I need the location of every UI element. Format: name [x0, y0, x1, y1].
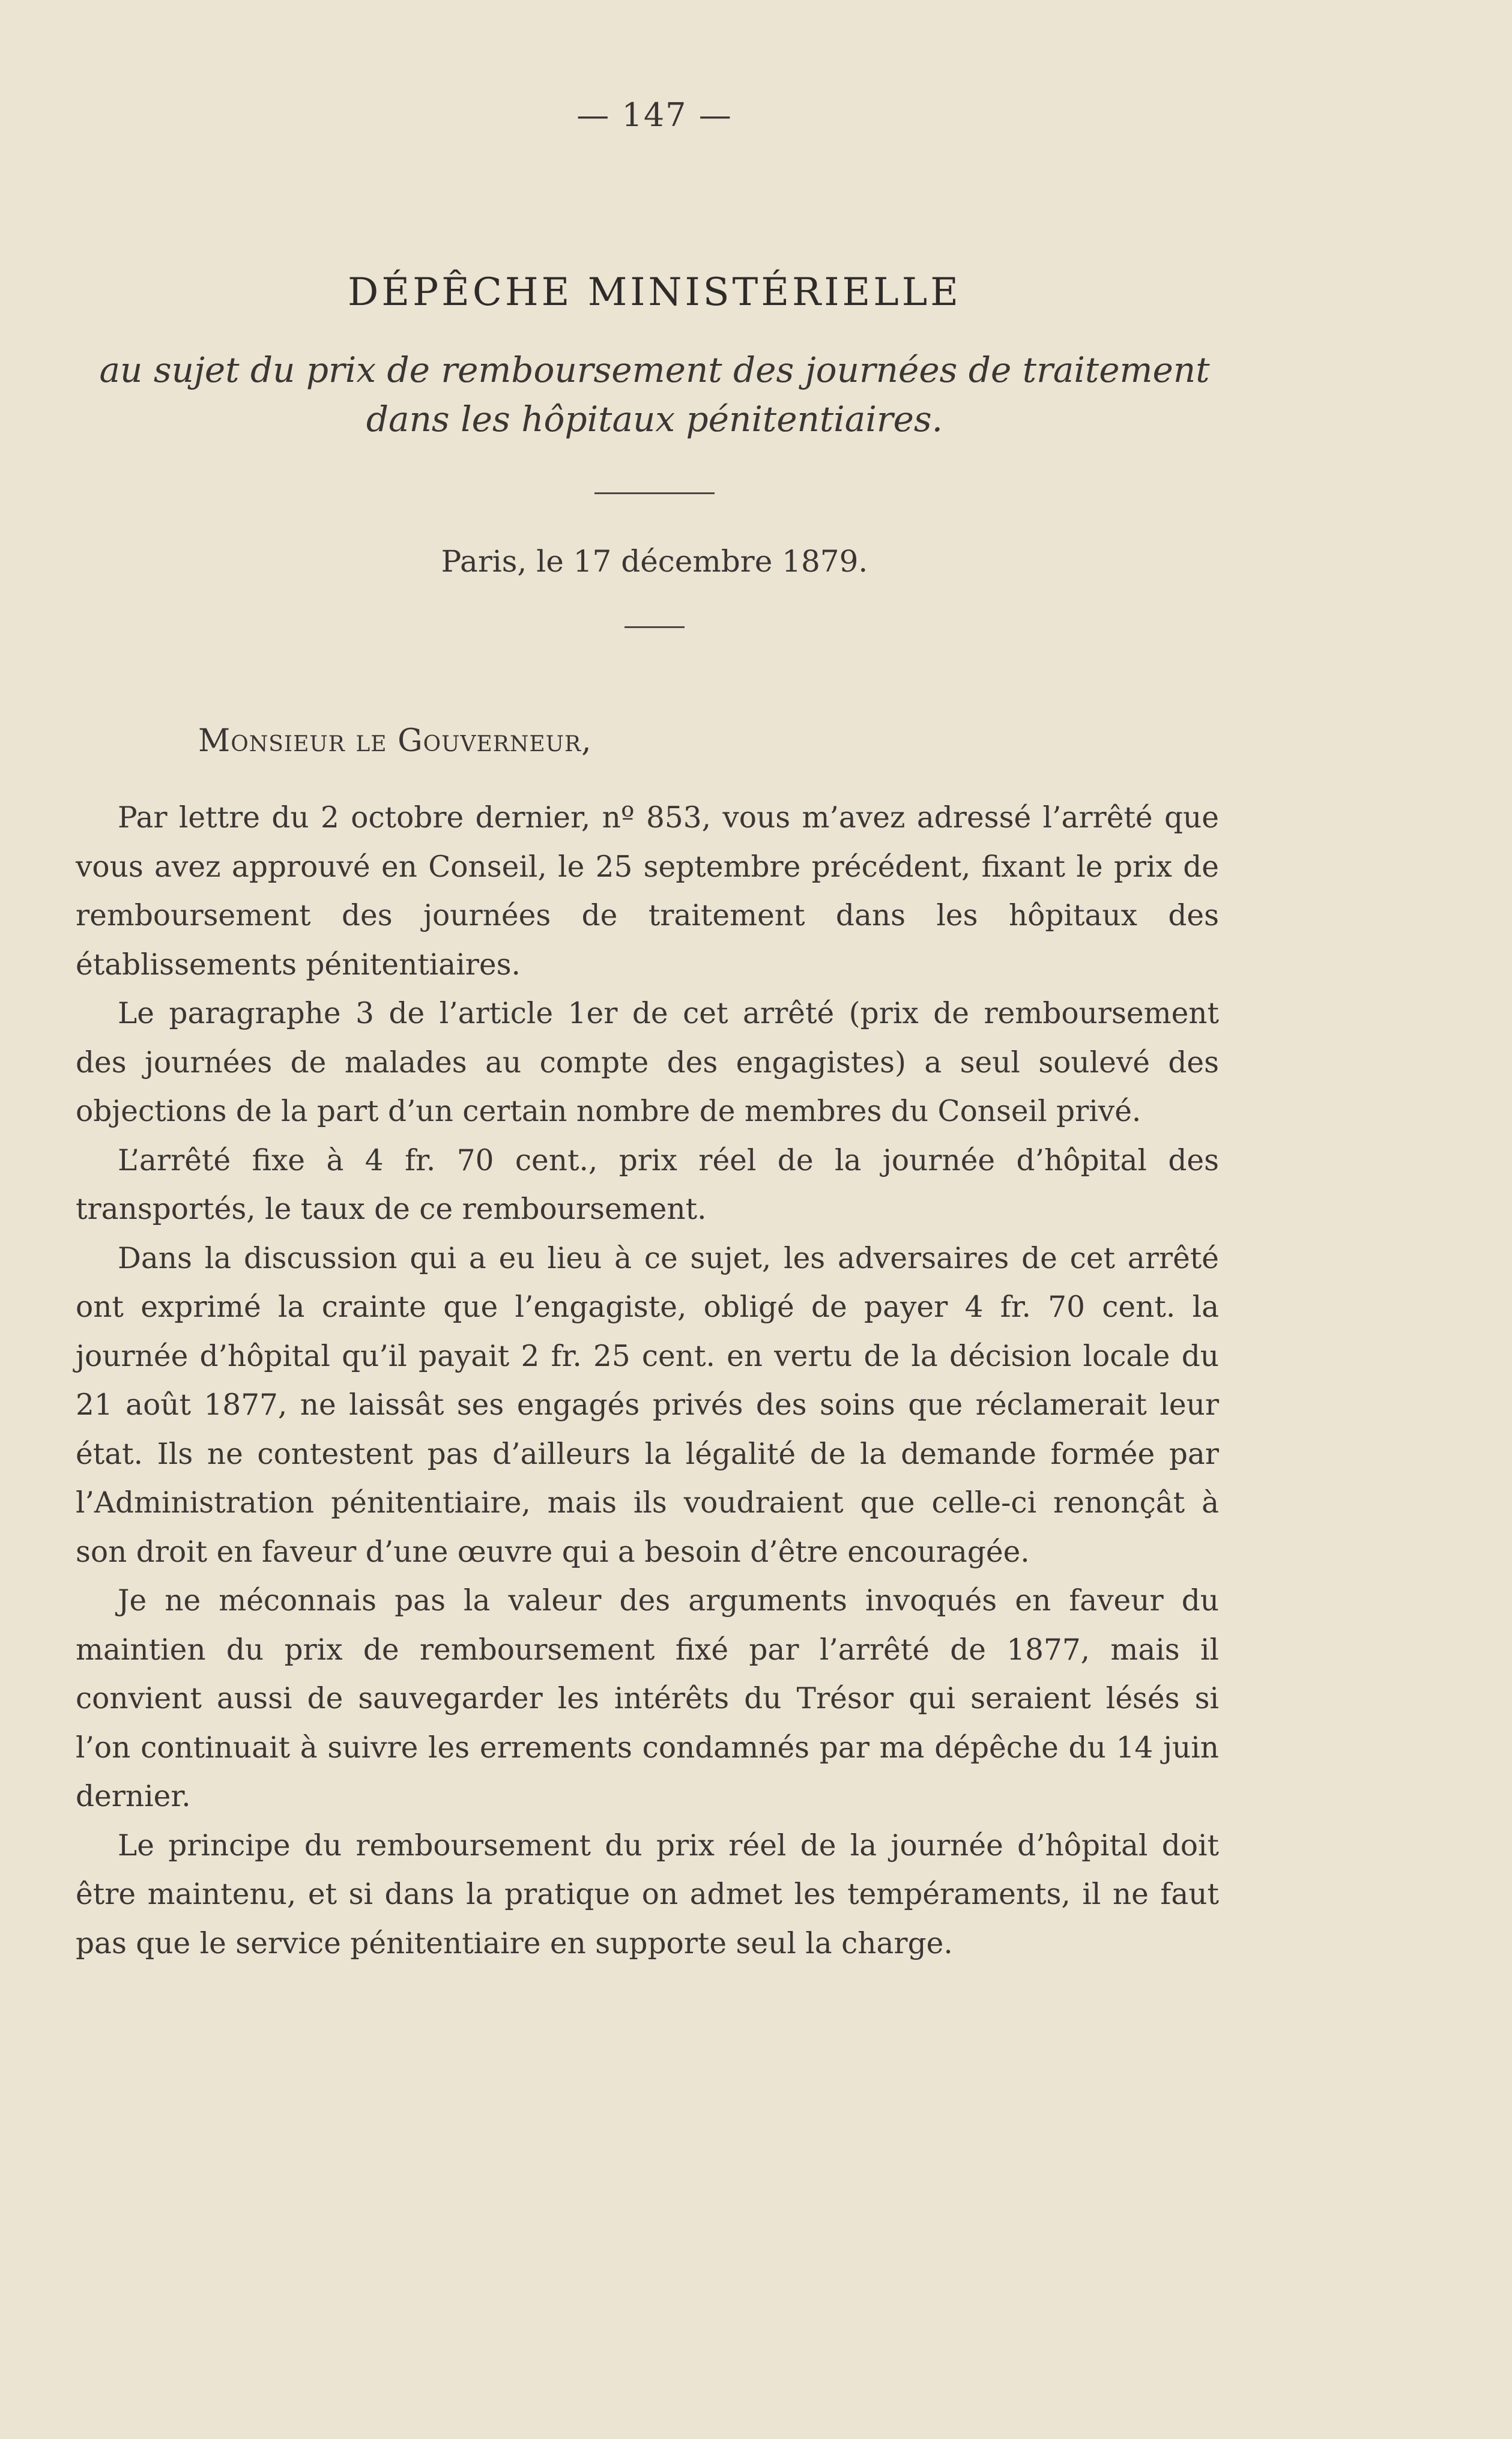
document-title: DÉPÊCHE MINISTÉRIELLE: [348, 270, 961, 315]
divider-rule-short: [624, 626, 685, 628]
divider-rule: [594, 492, 715, 494]
paragraph: Je ne méconnais pas la valeur des arguments invoqués en faveur du maintien du prix de remboursement fixé par l’arrêté de 1877, mais il convient aussi de sauvegarder les intérêts du Trésor qui seraient lésés si l’on continuait à suivre les errements condamnés par ma dépêche du 14 juin dernier.: [76, 1584, 1219, 1813]
subtitle-line-1: au sujet du prix de remboursement des journées de traitement: [99, 349, 1210, 390]
paragraph: L’arrêté fixe à 4 fr. 70 cent., prix réel de la journée d’hôpital des transportés, le taux de ce remboursement.: [76, 1143, 1219, 1226]
document-subtitle: [0, 345, 1309, 444]
dateline: Paris, le 17 décembre 1879.: [441, 544, 868, 579]
paragraph: Le paragraphe 3 de l’article 1er de cet arrêté (prix de remboursement des journées de malades au compte des engagistes) a seul soulevé des objections de la part d’un certain nombre de membres du Conseil privé.: [76, 997, 1219, 1128]
subtitle-line-2: dans les hôpitaux pénitentiaires.: [366, 399, 943, 440]
page-number: — 147 —: [576, 96, 733, 134]
salutation: Monsieur le Gouverneur,: [198, 723, 592, 759]
paragraph: Le principe du remboursement du prix réel de la journée d’hôpital doit être maintenu, et si dans la pratique on admet les tempéraments, il ne faut pas que le service pénitentiaire en supporte seul la charge.: [76, 1828, 1219, 1960]
paragraph: Dans la discussion qui a eu lieu à ce sujet, les adversaires de cet arrêté ont exprimé la crainte que l’engagiste, obligé de payer 4 fr. 70 cent. la journée d’hôpital qu’il payait 2 fr. 25 cent. en vertu de la décision locale du 21 août 1877, ne laissât ses engagés privés des soins que réclamerait leur état. Ils ne contestent pas d’ailleurs la légalité de la demande formée par l’Administration pénitentiaire, mais ils voudraient que celle-ci renonçât à son droit en faveur d’une œuvre qui a besoin d’être encouragée.: [76, 1241, 1219, 1569]
paragraph: Par lettre du 2 octobre dernier, nº 853, vous m’avez adressé l’arrêté que vous avez approuvé en Conseil, le 25 septembre précédent, fixant le prix de remboursement des journées de traitement dans les hôpitaux des établissements pénitentiaires.: [76, 801, 1219, 982]
letter-body: [76, 794, 1219, 1968]
